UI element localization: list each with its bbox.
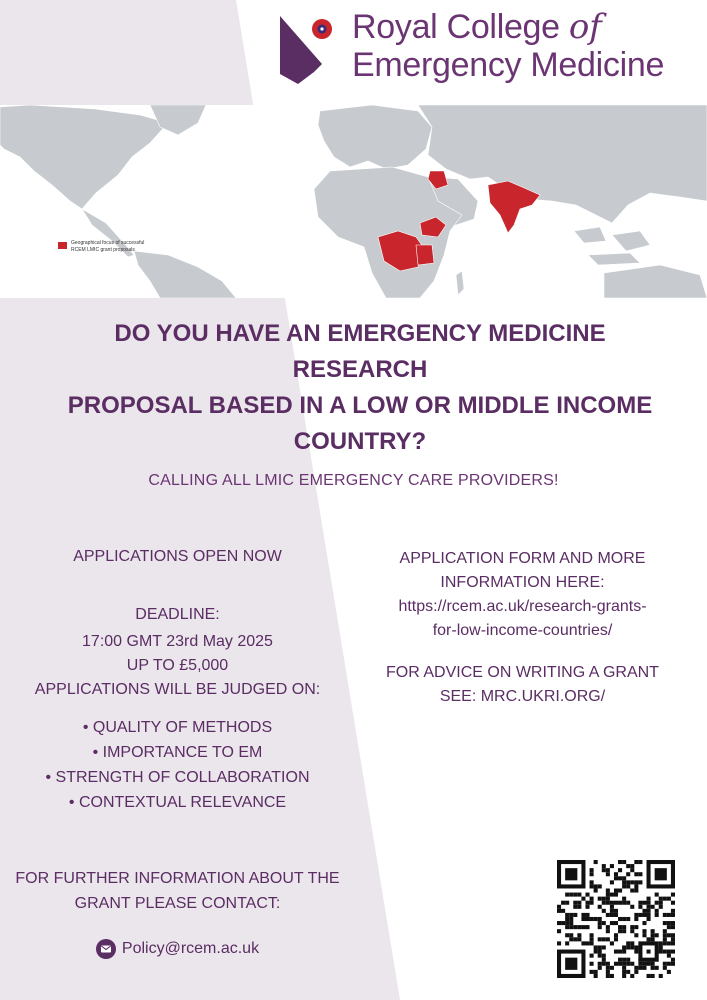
map-south-america — [134, 251, 236, 298]
applications-open: APPLICATIONS OPEN NOW — [73, 548, 282, 565]
map-north-america — [0, 105, 168, 209]
map-se-asia-2 — [612, 231, 650, 251]
legend-swatch — [58, 242, 67, 249]
logo-wordmark: Royal College of Emergency Medicine — [352, 7, 665, 84]
application-url[interactable]: https://rcem.ac.uk/research-grants- for-low-income-countries/ — [398, 598, 647, 639]
criteria-item: • IMPORTANCE TO EM — [92, 744, 263, 761]
advice-link[interactable]: SEE: MRC.UKRI.ORG/ — [439, 688, 606, 705]
contact-line: GRANT PLEASE CONTACT: — [74, 895, 281, 912]
rcem-poppy-logo-icon — [278, 12, 338, 84]
criteria-item: • CONTEXTUAL RELEVANCE — [68, 794, 287, 811]
headline — [40, 316, 680, 460]
deadline-block — [0, 603, 355, 702]
map-europe — [318, 105, 432, 169]
world-map — [0, 105, 707, 298]
form-info-line: APPLICATION FORM AND MORE — [399, 550, 646, 567]
contact-block — [0, 866, 355, 961]
application-info — [355, 547, 690, 709]
contact-line: FOR FURTHER INFORMATION ABOUT THE — [15, 870, 340, 887]
headline-line: COUNTRY? — [293, 428, 427, 455]
qr-code-icon[interactable] — [557, 860, 675, 978]
headline-line: DO YOU HAVE AN EMERGENCY MEDICINE — [114, 320, 606, 347]
subheading: CALLING ALL LMIC EMERGENCY CARE PROVIDERS! — [148, 472, 559, 489]
judged-on-label: APPLICATIONS WILL BE JUDGED ON: — [34, 681, 321, 698]
map-madagascar — [456, 271, 464, 295]
deadline-value: 17:00 GMT 23rd May 2025 — [82, 633, 273, 650]
map-se-asia-1 — [574, 227, 606, 243]
criteria-item: • QUALITY OF METHODS — [82, 719, 273, 736]
advice-line: FOR ADVICE ON WRITING A GRANT — [386, 664, 659, 681]
map-highlight-east-africa — [416, 245, 434, 265]
criteria-list — [0, 715, 355, 815]
email-address[interactable]: Policy@rcem.ac.uk — [121, 940, 260, 957]
map-se-asia-3 — [588, 253, 640, 265]
contact-email[interactable] — [0, 936, 355, 961]
deadline-label: DEADLINE: — [135, 606, 220, 623]
criteria-item: • STRENGTH OF COLLABORATION — [45, 769, 310, 786]
headline-line: PROPOSAL BASED IN A LOW OR MIDDLE INCOME — [67, 392, 653, 419]
grant-amount: UP TO £5,000 — [126, 657, 229, 674]
headline-line: RESEARCH — [292, 356, 428, 383]
form-info-line: INFORMATION HERE: — [440, 574, 605, 591]
legend-text: Geographical focus of successful RCEM LMIC grant proposals — [71, 240, 145, 253]
email-icon — [96, 939, 116, 959]
map-legend — [58, 240, 151, 253]
map-australia — [604, 265, 707, 298]
rcem-logo[interactable] — [278, 8, 698, 92]
